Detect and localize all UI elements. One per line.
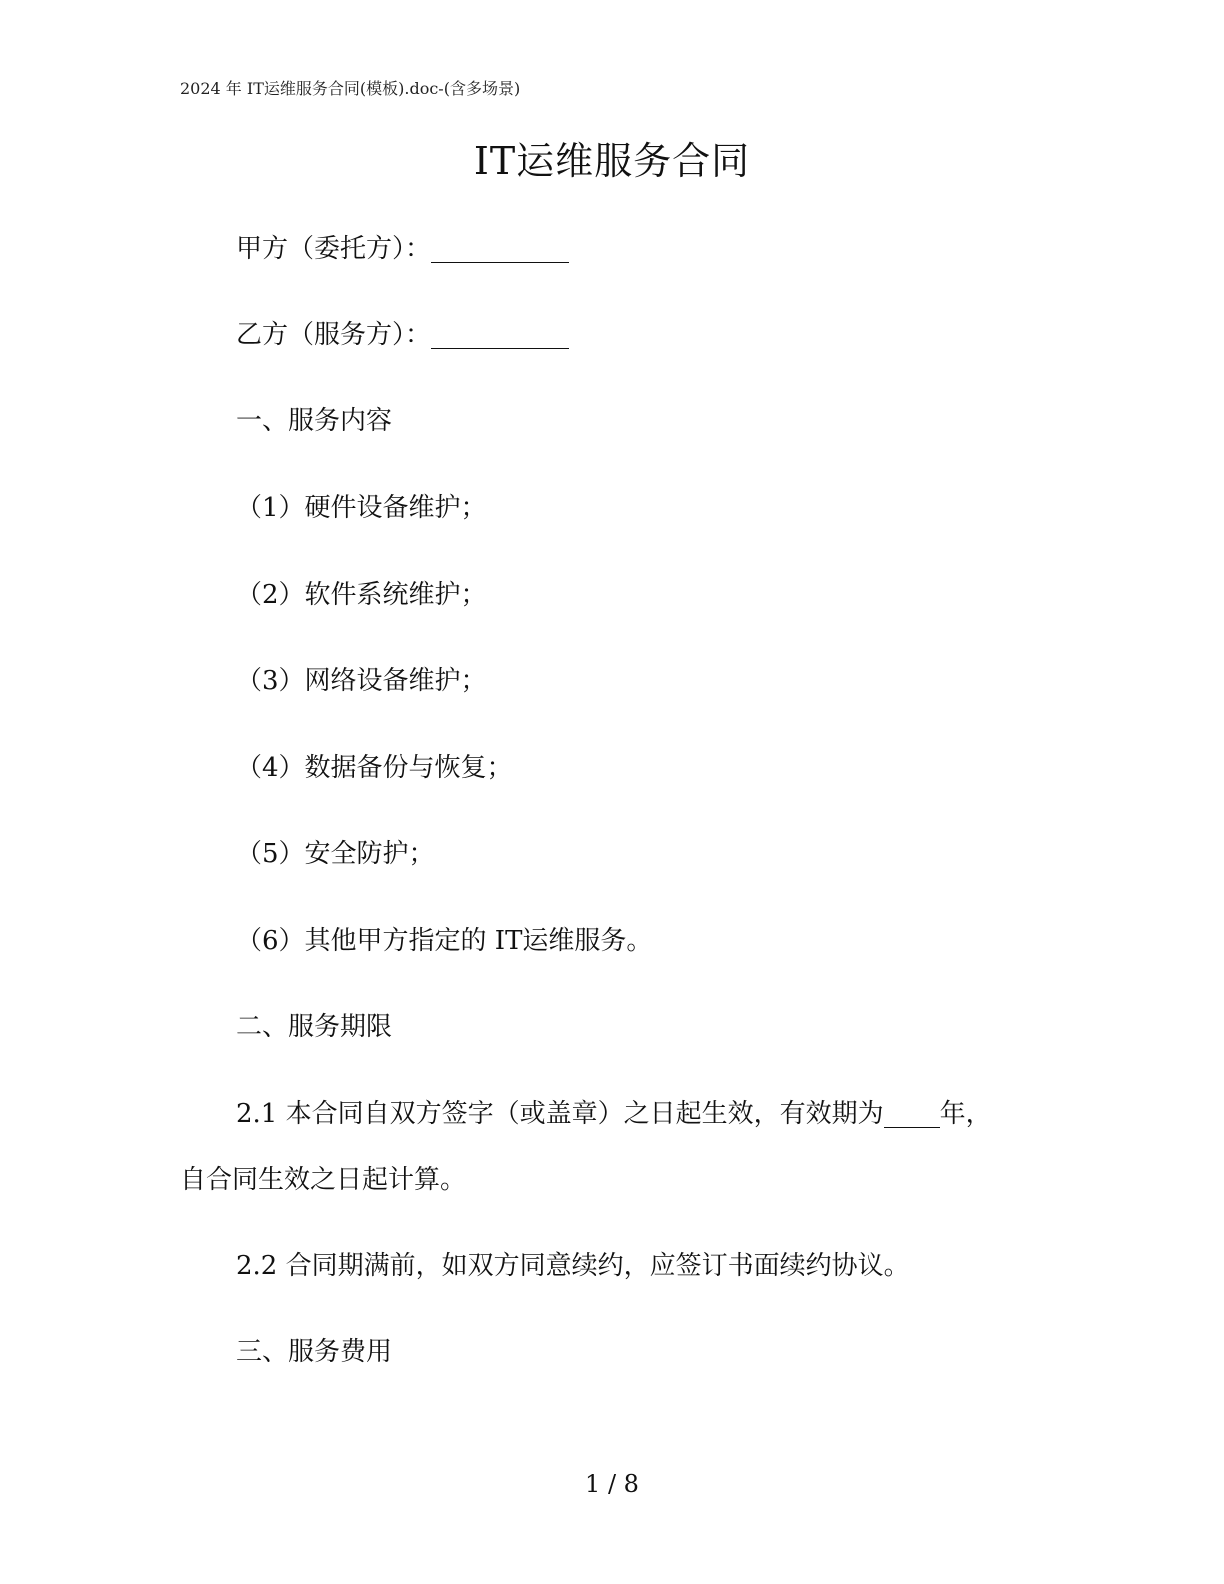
party-a-label: 甲方（委托方）： (236, 234, 432, 264)
party-a-line (236, 232, 569, 266)
party-b-blank (431, 322, 569, 349)
document-title: IT运维服务合同 (473, 139, 751, 183)
service-item: （4）数据备份与恢复； (236, 753, 513, 783)
service-item: （6）其他甲方指定的 IT运维服务。 (236, 926, 653, 956)
section-heading-service-content: 一、服务内容 (236, 406, 393, 436)
page-indicator: 1 / 8 (585, 1470, 639, 1498)
clause-2-1-year-suffix: 年， (939, 1099, 992, 1129)
clause-2-1-line1 (236, 1097, 992, 1131)
service-item: （3）网络设备维护； (236, 666, 487, 696)
clause-2-1-text: 2.1 本合同自双方签字（或盖章）之日起生效，有效期为 (236, 1099, 884, 1129)
term-years-blank (884, 1101, 940, 1128)
party-b-line (236, 318, 569, 352)
service-item: （1）硬件设备维护； (236, 493, 487, 523)
service-item: （2）软件系统维护； (236, 580, 487, 610)
service-item: （5）安全防护； (236, 839, 435, 869)
party-a-blank (431, 236, 569, 263)
party-b-label: 乙方（服务方）： (236, 320, 432, 350)
document-header-filename: 2024 年 IT运维服务合同(模板).doc-(含多场景) (180, 79, 521, 98)
clause-2-2: 2.2 合同期满前，如双方同意续约，应签订书面续约协议。 (236, 1251, 910, 1281)
section-heading-service-fee: 三、服务费用 (236, 1337, 393, 1367)
section-heading-service-term: 二、服务期限 (236, 1012, 393, 1042)
clause-2-1-line2: 自合同生效之日起计算。 (180, 1165, 467, 1195)
